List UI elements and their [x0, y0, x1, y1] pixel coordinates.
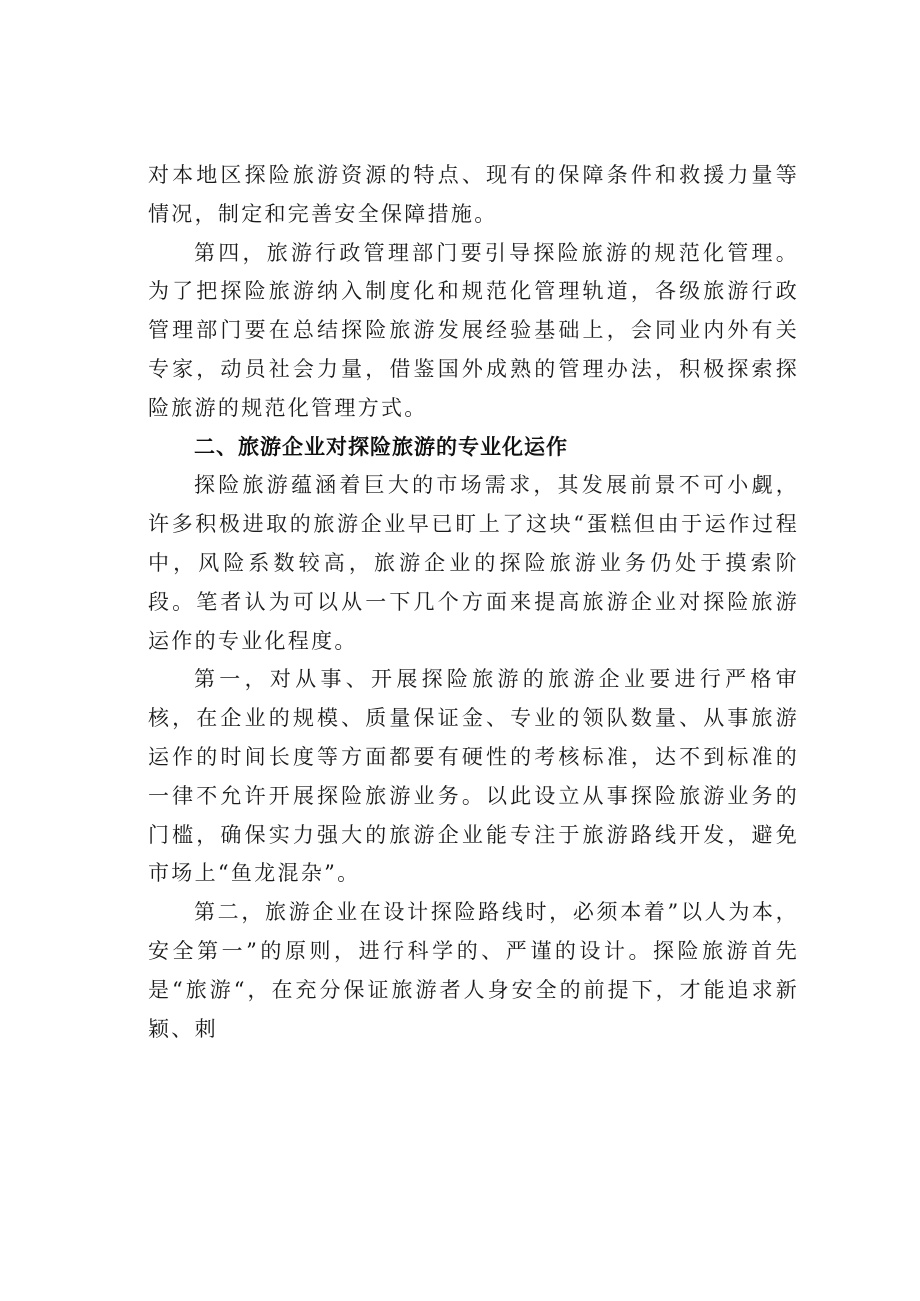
- paragraph-fourth-point: 第四，旅游行政管理部门要引导探险旅游的规范化管理。为了把探险旅游纳入制度化和规范化管理轨道，各级旅游行政管理部门要在总结探险旅游发展经验基础上，会同业内外有关专家，动员社会力量，借鉴国外成熟的管理办法，积极探索探险旅游的规范化管理方式。: [148, 240, 799, 420]
- paragraph-first-point: 第一，对从事、开展探险旅游的旅游企业要进行严格审核，在企业的规模、质量保证金、专业的领队数量、从事旅游运作的时间长度等方面都要有硬性的考核标准，达不到标准的一律不允许开展探险旅游业务。以此设立从事探险旅游业务的门槛，确保实力强大的旅游企业能专注于旅游路线开发，避免市场上“鱼龙混杂”。: [148, 667, 799, 886]
- document-body: [148, 156, 799, 1048]
- paragraph-market-demand: 探险旅游蕴涵着巨大的市场需求，其发展前景不可小觑，许多积极进取的旅游企业早已盯上了这块“蛋糕但由于运作过程中，风险系数较高，旅游企业的探险旅游业务仍处于摸索阶段。笔者认为可以从一下几个方面来提高旅游企业对探险旅游运作的专业化程度。: [148, 473, 799, 653]
- paragraph-safety-measures: 对本地区探险旅游资源的特点、现有的保障条件和救援力量等情况，制定和完善安全保障措施。: [148, 163, 799, 226]
- section-heading: 二、旅游企业对探险旅游的专业化运作: [194, 434, 568, 459]
- paragraph-second-point: 第二，旅游企业在设计探险路线时，必须本着”以人为本，安全第一”的原则，进行科学的、严谨的设计。探险旅游首先是“旅游“，在充分保证旅游者人身安全的前提下，才能追求新颖、刺: [148, 900, 799, 1041]
